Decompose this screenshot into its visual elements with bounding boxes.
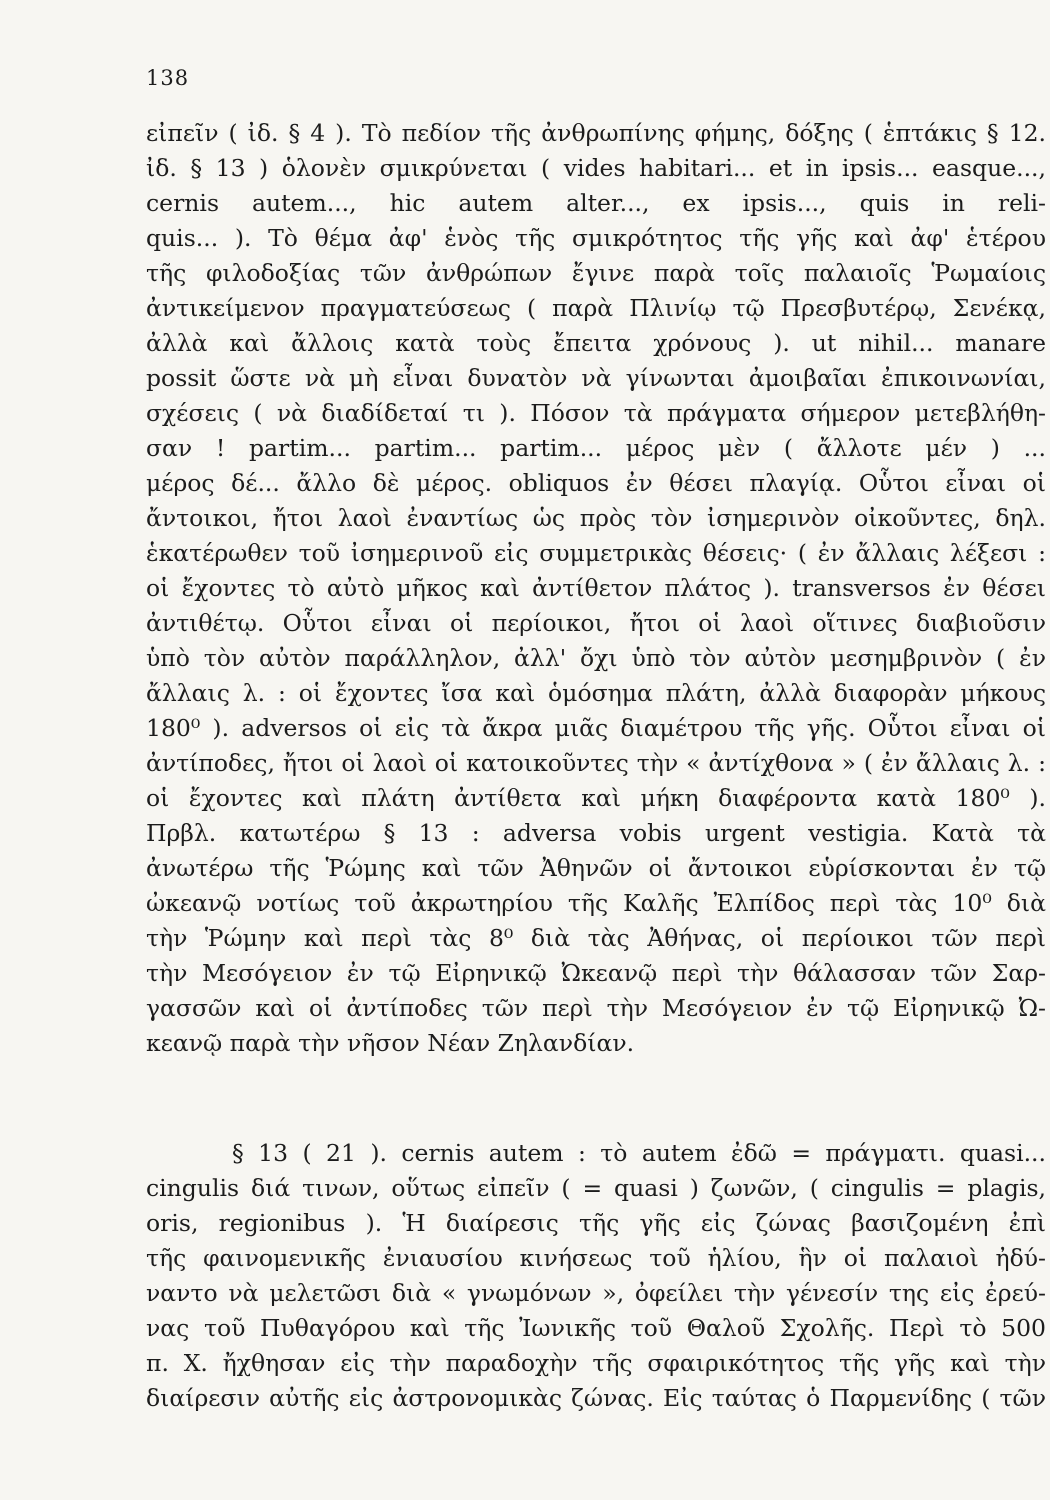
text-line: οἱ ἔχοντες τὸ αὐτὸ μῆκος καὶ ἀντίθετον πλάτος ). transversos ἐν θέσει	[146, 574, 1046, 602]
text-line: μέρος δέ... ἄλλο δὲ μέρος. obliquos ἐν θέσει πλαγίᾳ. Οὗτοι εἶναι οἱ	[146, 469, 1046, 497]
text-line: ἰδ. § 13 ) ὁλονὲν σμικρύνεται ( vides habitari... et in ipsis... easque...,	[146, 154, 1046, 182]
text-line: τὴν Μεσόγειον ἐν τῷ Εἰρηνικῷ Ὠκεανῷ περὶ τὴν θάλασσαν τῶν Σαρ-	[146, 959, 1046, 987]
text-line: oris, regionibus ). Ἡ διαίρεσις τῆς γῆς εἰς ζώνας βασιζομένη ἐπὶ	[146, 1209, 1046, 1237]
text-line: ἑκατέρωθεν τοῦ ἰσημερινοῦ εἰς συμμετρικὰς θέσεις· ( ἐν ἄλλαις λέξεσι :	[146, 539, 1046, 567]
text-line: ἀντικείμενον πραγματεύσεως ( παρὰ Πλινίῳ τῷ Πρεσβυτέρῳ, Σενέκᾳ,	[146, 294, 1046, 322]
text-line: ἀνωτέρω τῆς Ῥώμης καὶ τῶν Ἀθηνῶν οἱ ἄντοικοι εὑρίσκονται ἐν τῷ	[146, 854, 1046, 882]
text-line: ἀντίποδες, ἤτοι οἱ λαοὶ οἱ κατοικοῦντες τὴν « ἀντίχθονα » ( ἐν ἄλλαις λ. :	[146, 749, 1046, 777]
text-line: νας τοῦ Πυθαγόρου καὶ τῆς Ἰωνικῆς τοῦ Θαλοῦ Σχολῆς. Περὶ τὸ 500	[146, 1314, 1046, 1342]
text-line: διαίρεσιν αὐτῆς εἰς ἀστρονομικὰς ζώνας. Εἰς ταύτας ὁ Παρμενίδης ( τῶν	[146, 1384, 1046, 1412]
text-line: ἀλλὰ καὶ ἄλλοις κατὰ τοὺς ἔπειτα χρόνους ). ut nihil... manare	[146, 329, 1046, 357]
page-number: 138	[146, 66, 190, 90]
text-line: ὠκεανῷ νοτίως τοῦ ἀκρωτηρίου τῆς Καλῆς Ἐλπίδος περὶ τὰς 10⁰ διὰ	[146, 889, 1046, 917]
text-line: ὑπὸ τὸν αὐτὸν παράλληλον, ἀλλ' ὄχι ὑπὸ τὸν αὐτὸν μεσημβρινὸν ( ἐν	[146, 644, 1046, 672]
text-line: κεανῷ παρὰ τὴν νῆσον Νέαν Ζηλανδίαν.	[146, 1029, 635, 1057]
text-line: σχέσεις ( νὰ διαδίδεταί τι ). Πόσον τὰ πράγματα σήμερον μετεβλήθη-	[146, 399, 1046, 427]
text-line: cingulis διά τινων, οὕτως εἰπεῖν ( = quasi ) ζωνῶν, ( cingulis = plagis,	[146, 1174, 1046, 1202]
text-line: possit ὥστε νὰ μὴ εἶναι δυνατὸν νὰ γίνωνται ἀμοιβαῖαι ἐπικοινωνίαι,	[146, 364, 1046, 392]
paragraph-1	[146, 116, 1046, 1061]
text-line: quis... ). Τὸ θέμα ἀφ' ἑνὸς τῆς σμικρότητος τῆς γῆς καὶ ἀφ' ἑτέρου	[146, 224, 1046, 252]
text-line: Πρβλ. κατωτέρω § 13 : adversa vobis urgent vestigia. Κατὰ τὰ	[146, 819, 1046, 847]
text-line: τῆς φιλοδοξίας τῶν ἀνθρώπων ἔγινε παρὰ τοῖς παλαιοῖς Ῥωμαίοις	[146, 259, 1046, 287]
text-line: τῆς φαινομενικῆς ἐνιαυσίου κινήσεως τοῦ ἡλίου, ἣν οἱ παλαιοὶ ἠδύ-	[146, 1244, 1046, 1272]
text-line: 180⁰ ). adversos οἱ εἰς τὰ ἄκρα μιᾶς διαμέτρου τῆς γῆς. Οὗτοι εἶναι οἱ	[146, 714, 1046, 742]
text-line: ἄντοικοι, ἤτοι λαοὶ ἐναντίως ὡς πρὸς τὸν ἰσημερινὸν οἰκοῦντες, δηλ.	[146, 504, 1046, 532]
text-line: οἱ ἔχοντες καὶ πλάτη ἀντίθετα καὶ μήκη διαφέροντα κατὰ 180⁰ ).	[146, 784, 1046, 812]
text-line: εἰπεῖν ( ἰδ. § 4 ). Τὸ πεδίον τῆς ἀνθρωπίνης φήμης, δόξης ( ἑπτάκις § 12.	[146, 119, 1046, 147]
text-line: τὴν Ῥώμην καὶ περὶ τὰς 8⁰ διὰ τὰς Ἀθήνας, οἱ περίοικοι τῶν περὶ	[146, 924, 1046, 952]
text-line: ἀντιθέτῳ. Οὗτοι εἶναι οἱ περίοικοι, ἤτοι οἱ λαοὶ οἵτινες διαβιοῦσιν	[146, 609, 1046, 637]
text-line: § 13 ( 21 ). cernis autem : τὸ autem ἐδῶ = πράγματι. quasi...	[232, 1139, 1046, 1167]
text-line: γασσῶν καὶ οἱ ἀντίποδες τῶν περὶ τὴν Μεσόγειον ἐν τῷ Εἰρηνικῷ Ὠ-	[146, 994, 1046, 1022]
text-line: ἄλλαις λ. : οἱ ἔχοντες ἴσα καὶ ὁμόσημα πλάτη, ἀλλὰ διαφορὰν μήκους	[146, 679, 1046, 707]
text-line: ναντο νὰ μελετῶσι διὰ « γνωμόνων », ὀφείλει τὴν γένεσίν της εἰς ἐρεύ-	[146, 1279, 1046, 1307]
text-line: cernis autem..., hic autem alter..., ex ipsis..., quis in reli-	[146, 189, 1046, 217]
text-line: π. Χ. ἤχθησαν εἰς τὴν παραδοχὴν τῆς σφαιρικότητος τῆς γῆς καὶ τὴν	[146, 1349, 1046, 1377]
paragraph-2	[146, 1136, 1046, 1416]
text-line: σαν ! partim... partim... partim... μέρος μὲν ( ἄλλοτε μέν ) ...	[146, 434, 1046, 462]
